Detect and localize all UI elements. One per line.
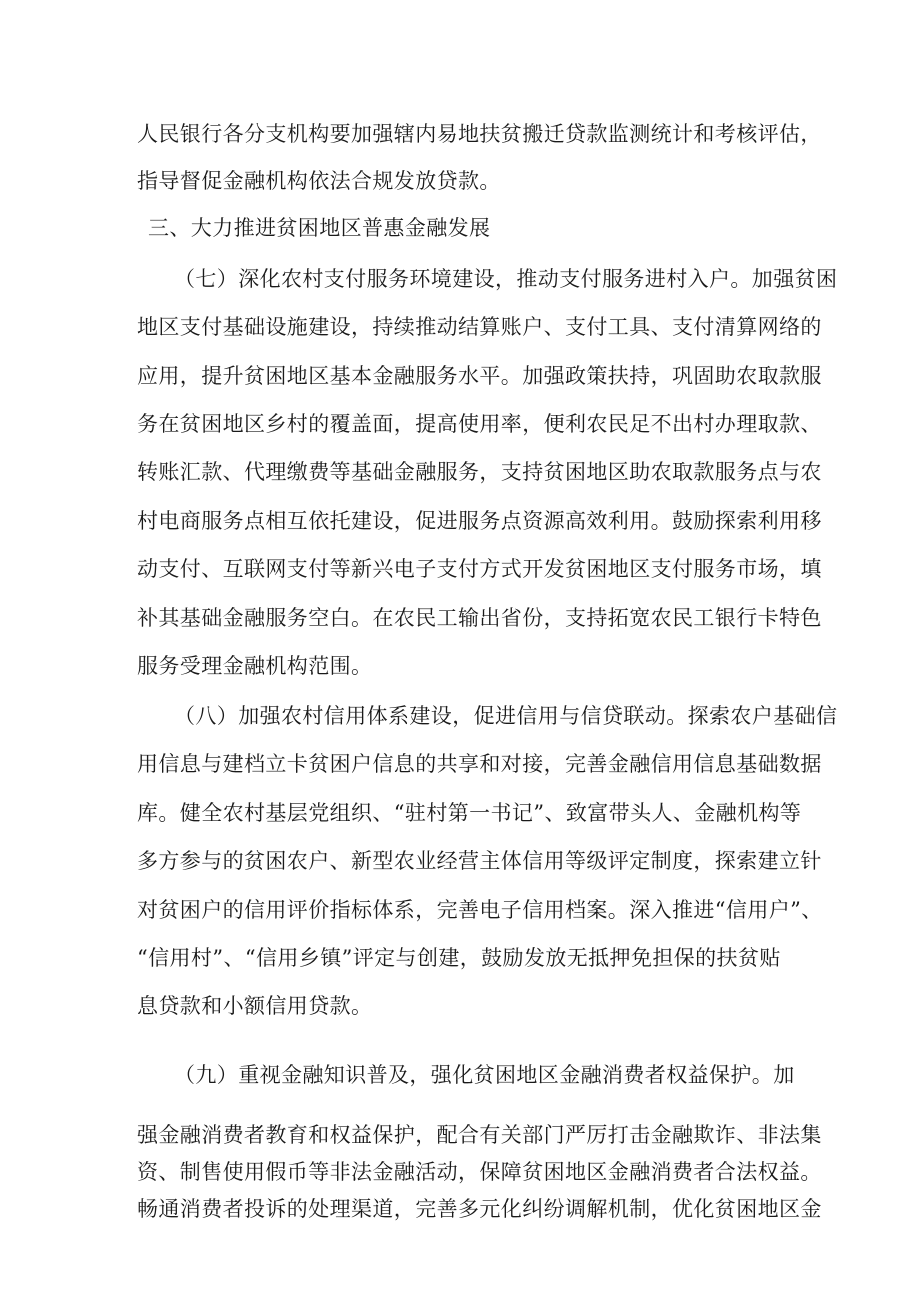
- body-line: 资、制售使用假币等非法金融活动，保障贫困地区金融消费者合法权益。: [137, 1160, 822, 1184]
- body-line: 地区支付基础设施建设，持续推动结算账户、支付工具、支付清算网络的: [137, 315, 822, 339]
- body-line: 用信息与建档立卡贫困户信息的共享和对接，完善金融信用信息基础数据: [137, 752, 822, 776]
- body-line: 务在贫困地区乡村的覆盖面，提高使用率，便利农民足不出村办理取款、: [137, 412, 822, 436]
- paragraph-first-line: （八）加强农村信用体系建设，促进信用与信贷联动。探索农户基础信: [174, 704, 838, 728]
- body-line: 人民银行各分支机构要加强辖内易地扶贫搬迁贷款监测统计和考核评估，: [137, 122, 822, 146]
- body-line: 补其基础金融服务空白。在农民工输出省份，支持拓宽农民工银行卡特色: [137, 606, 822, 630]
- body-line: 对贫困户的信用评价指标体系，完善电子信用档案。深入推进“信用户”、: [137, 898, 823, 922]
- paragraph-first-line: （九）重视金融知识普及，强化贫困地区金融消费者权益保护。加: [174, 1063, 795, 1087]
- body-line: 指导督促金融机构依法合规发放贷款。: [137, 169, 501, 193]
- paragraph-first-line: （七）深化农村支付服务环境建设，推动支付服务进村入户。加强贫困: [174, 267, 838, 291]
- body-line: 畅通消费者投诉的处理渠道，完善多元化纠纷调解机制，优化贫困地区金: [137, 1197, 822, 1221]
- body-line: 强金融消费者教育和权益保护，配合有关部门严厉打击金融欺诈、非法集: [137, 1123, 822, 1147]
- body-line: 息贷款和小额信用贷款。: [137, 994, 373, 1018]
- body-line: 服务受理金融机构范围。: [137, 654, 373, 678]
- body-line: 多方参与的贫困农户、新型农业经营主体信用等级评定制度，探索建立针: [137, 849, 822, 873]
- body-line: 村电商服务点相互依托建设，促进服务点资源高效利用。鼓励探索利用移: [137, 509, 822, 533]
- body-line: 库。健全农村基层党组织、“驻村第一书记”、致富带头人、金融机构等: [137, 801, 802, 825]
- body-line: 转账汇款、代理缴费等基础金融服务，支持贫困地区助农取款服务点与农: [137, 460, 822, 484]
- body-line: “信用村”、“信用乡镇”评定与创建，鼓励发放无抵押免担保的扶贫贴: [137, 946, 781, 970]
- body-line: 应用，提升贫困地区基本金融服务水平。加强政策扶持，巩固助农取款服: [137, 364, 822, 388]
- section-heading: 三、大力推进贫困地区普惠金融发展: [148, 216, 491, 240]
- body-line: 动支付、互联网支付等新兴电子支付方式开发贫困地区支付服务市场，填: [137, 557, 822, 581]
